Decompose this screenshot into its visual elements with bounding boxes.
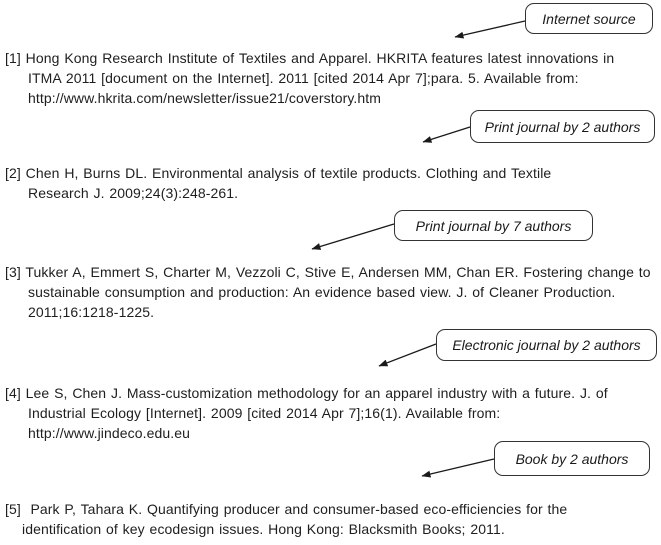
reference-1-line-3: http://www.hkrita.com/newsletter/issue21/coverstory.htm [28,90,382,106]
reference-5-line-1: [5] Park P, Tahara K. Quantifying producer and consumer-based eco-efficiencies for the [5,501,568,517]
callout-print-journal-2-authors-label: Print journal by 2 authors [484,118,641,135]
callout-arrow-book-2-authors [422,459,494,476]
callout-print-journal-7-authors [394,210,593,241]
callout-book-2-authors-label: Book by 2 authors [515,450,629,467]
reference-3-line-2: sustainable consumption and production: An evidence based view. J. of Cleaner Production. [28,284,616,300]
reference-4-line-3: http://www.jindeco.edu.eu [28,425,191,441]
callout-arrow-print-journal-7-authors [312,224,394,249]
callout-book-2-authors [494,441,650,476]
callout-arrow-internet-source [455,21,525,37]
reference-3 [5,262,657,322]
reference-2-line-1: [2] Chen H, Burns DL. Environmental analysis of textile products. Clothing and Textile [5,165,552,181]
reference-3-line-3: 2011;16:1218-1225. [28,304,155,320]
reference-5 [5,499,657,539]
reference-2 [5,163,657,203]
reference-4-line-1: [4] Lee S, Chen J. Mass-customization methodology for an apparel industry with a future. J. of [5,385,608,401]
reference-4-line-2: Industrial Ecology [Internet]. 2009 [cited 2014 Apr 7];16(1). Available from: [28,405,501,421]
callout-internet-source [525,3,653,34]
callout-electronic-journal-2-authors-label: Electronic journal by 2 authors [452,337,641,353]
callout-print-journal-2-authors [470,110,655,143]
reference-1-line-2: ITMA 2011 [document on the Internet]. 2011 [cited 2014 Apr 7];para. 5. Available from: [28,70,579,86]
reference-1-line-1: [1] Hong Kong Research Institute of Textiles and Apparel. HKRITA features latest innovations in [5,50,615,66]
callout-print-journal-7-authors-label: Print journal by 7 authors [415,217,572,234]
callout-arrow-print-journal-2-authors [423,127,470,142]
reference-4 [5,383,657,443]
callout-electronic-journal-2-authors [436,329,657,361]
reference-1 [5,48,657,108]
reference-5-line-2: identification of key ecodesign issues. Hong Kong: Blacksmith Books; 2011. [22,521,505,537]
reference-2-line-2: Research J. 2009;24(3):248-261. [28,185,239,201]
callout-arrow-electronic-journal-2-authors [379,344,436,366]
reference-3-line-1: [3] Tukker A, Emmert S, Charter M, Vezzoli C, Stive E, Andersen MM, Chan ER. Fostering change to [5,264,651,280]
callout-internet-source-label: Internet source [542,10,636,27]
